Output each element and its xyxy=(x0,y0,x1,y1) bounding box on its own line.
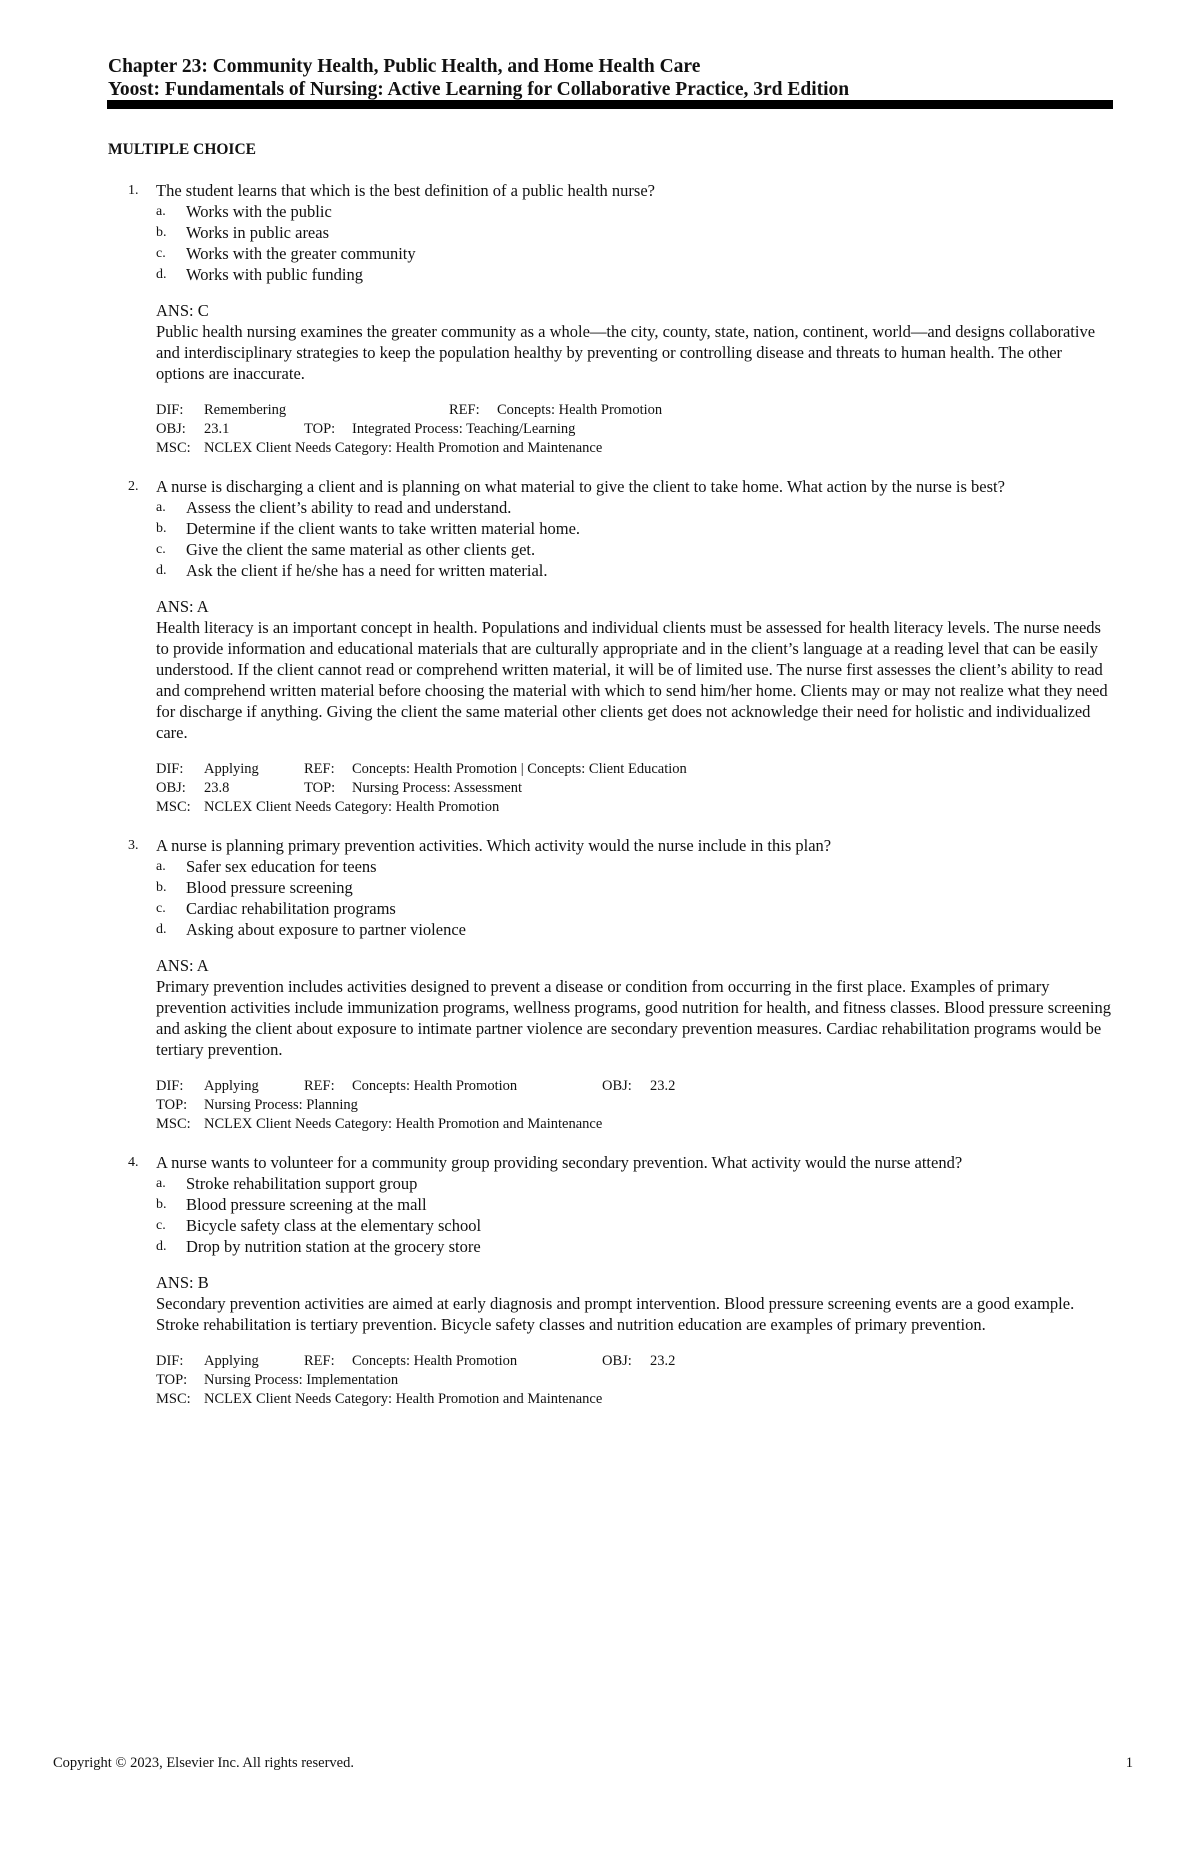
choice-item xyxy=(156,1194,1113,1215)
section-title: MULTIPLE CHOICE xyxy=(108,141,256,158)
choice-item xyxy=(156,1173,1113,1194)
choice-item xyxy=(156,1236,1113,1257)
header-rule xyxy=(107,100,1113,109)
choice-item xyxy=(156,518,1113,539)
metadata-value: Applying xyxy=(204,1353,259,1369)
metadata-key: REF: xyxy=(304,1353,335,1369)
choice-list xyxy=(156,497,1113,581)
question-item xyxy=(108,835,1113,1134)
question-item xyxy=(108,1152,1113,1409)
choice-label: c. xyxy=(156,901,166,916)
metadata-row xyxy=(156,401,1113,420)
metadata-field xyxy=(156,798,804,817)
choice-text: Determine if the client wants to take written material home. xyxy=(186,519,581,538)
question-list xyxy=(108,180,1113,1427)
choice-label: b. xyxy=(156,225,167,240)
page-number: 1 xyxy=(1125,1755,1133,1771)
metadata-value: Nursing Process: Assessment xyxy=(352,780,522,796)
question-metadata xyxy=(156,1352,1113,1409)
choice-list xyxy=(156,856,1113,940)
answer-key: ANS: B xyxy=(156,1273,209,1292)
rationale-text: Secondary prevention activities are aimed at early diagnosis and prompt intervention. Blood pressure screening events are a good example. Stroke rehabilitation is tertiary prevention. Bicycle safety classes and nutrition education are examples of primary prevention. xyxy=(156,1294,1075,1334)
answer-key: ANS: A xyxy=(156,956,209,975)
metadata-field xyxy=(156,420,304,439)
choice-text: Assess the client’s ability to read and understand. xyxy=(186,498,512,517)
metadata-value: Applying xyxy=(204,761,259,777)
metadata-field xyxy=(304,420,752,439)
metadata-row xyxy=(156,1371,1113,1390)
question-metadata xyxy=(156,401,1113,458)
metadata-value: Nursing Process: Implementation xyxy=(204,1372,399,1388)
metadata-row xyxy=(156,1390,1113,1409)
choice-label: d. xyxy=(156,922,167,937)
choice-label: a. xyxy=(156,1176,166,1191)
question-stem: The student learns that which is the best definition of a public health nurse? xyxy=(156,181,655,200)
question-number: 4. xyxy=(128,1155,139,1170)
choice-item xyxy=(156,1215,1113,1236)
metadata-field xyxy=(156,1371,704,1390)
choice-text: Stroke rehabilitation support group xyxy=(186,1174,418,1193)
metadata-row xyxy=(156,439,1113,458)
choice-text: Ask the client if he/she has a need for written material. xyxy=(186,561,548,580)
metadata-value: 23.8 xyxy=(204,780,230,796)
metadata-value: 23.2 xyxy=(650,1078,676,1094)
metadata-key: DIF: xyxy=(156,761,184,777)
metadata-key: OBJ: xyxy=(156,421,186,437)
metadata-key: MSC: xyxy=(156,440,191,456)
metadata-row xyxy=(156,420,1113,439)
metadata-row xyxy=(156,798,1113,817)
choice-label: b. xyxy=(156,521,167,536)
choice-label: c. xyxy=(156,542,166,557)
page-footer xyxy=(53,1755,1133,1772)
rationale-text: Primary prevention includes activities designed to prevent a disease or condition from occurring in the first place. Examples of primary prevention activities include immunization programs, wellness programs, good nutrition for health, and fitness classes. Blood pressure screening and asking the client about exposure to intimate partner violence are secondary prevention measures. Cardiac rehabilitation programs would be tertiary prevention. xyxy=(156,977,1111,1059)
choice-item xyxy=(156,243,1113,264)
metadata-key: TOP: xyxy=(304,780,336,796)
metadata-key: TOP: xyxy=(304,421,336,437)
choice-text: Drop by nutrition station at the grocery store xyxy=(186,1237,481,1256)
metadata-key: TOP: xyxy=(156,1372,188,1388)
metadata-row xyxy=(156,1115,1113,1134)
metadata-field xyxy=(156,760,304,779)
choice-item xyxy=(156,560,1113,581)
question-number: 1. xyxy=(128,183,139,198)
metadata-key: REF: xyxy=(449,402,480,418)
choice-label: a. xyxy=(156,204,166,219)
choice-text: Blood pressure screening at the mall xyxy=(186,1195,427,1214)
rationale-text: Public health nursing examines the greater community as a whole—the city, county, state, nation, continent, world—and designs collaborative and interdisciplinary strategies to keep the population healthy by preventing or controlling disease and threats to human health. The other options are inaccurate. xyxy=(156,322,1096,383)
choice-text: Cardiac rehabilitation programs xyxy=(186,899,396,918)
metadata-value: Concepts: Health Promotion xyxy=(352,1353,518,1369)
choice-item xyxy=(156,898,1113,919)
metadata-value: Integrated Process: Teaching/Learning xyxy=(352,421,576,437)
metadata-value: NCLEX Client Needs Category: Health Promotion and Maintenance xyxy=(204,1391,603,1407)
metadata-row xyxy=(156,779,1113,798)
copyright-notice: Copyright © 2023, Elsevier Inc. All rights reserved. xyxy=(53,1755,354,1771)
metadata-field xyxy=(304,760,852,779)
metadata-key: TOP: xyxy=(156,1097,188,1113)
page-header xyxy=(108,55,1113,101)
choice-label: b. xyxy=(156,1197,167,1212)
metadata-row xyxy=(156,1352,1113,1371)
question-stem: A nurse wants to volunteer for a community group providing secondary prevention. What activity would the nurse attend? xyxy=(156,1153,963,1172)
metadata-key: REF: xyxy=(304,761,335,777)
metadata-field xyxy=(156,1352,304,1371)
metadata-value: 23.1 xyxy=(204,421,230,437)
metadata-key: OBJ: xyxy=(602,1353,632,1369)
choice-item xyxy=(156,264,1113,285)
choice-text: Bicycle safety class at the elementary school xyxy=(186,1216,482,1235)
metadata-field xyxy=(304,1352,602,1371)
metadata-field xyxy=(602,1077,750,1096)
metadata-key: DIF: xyxy=(156,1078,184,1094)
choice-text: Works with the greater community xyxy=(186,244,416,263)
choice-label: d. xyxy=(156,267,167,282)
metadata-key: MSC: xyxy=(156,1116,191,1132)
metadata-field xyxy=(304,779,752,798)
choice-label: c. xyxy=(156,246,166,261)
metadata-field xyxy=(449,401,797,420)
question-item xyxy=(108,476,1113,817)
choice-item xyxy=(156,877,1113,898)
choice-label: b. xyxy=(156,880,167,895)
question-metadata xyxy=(156,1077,1113,1134)
metadata-key: MSC: xyxy=(156,1391,191,1407)
choice-item xyxy=(156,222,1113,243)
choice-label: d. xyxy=(156,563,167,578)
metadata-field xyxy=(156,439,804,458)
metadata-key: DIF: xyxy=(156,1353,184,1369)
metadata-key: OBJ: xyxy=(602,1078,632,1094)
choice-label: c. xyxy=(156,1218,166,1233)
answer-key: ANS: C xyxy=(156,301,209,320)
metadata-value: 23.2 xyxy=(650,1353,676,1369)
metadata-value: NCLEX Client Needs Category: Health Promotion and Maintenance xyxy=(204,440,603,456)
metadata-value: Remembering xyxy=(204,402,287,418)
metadata-field xyxy=(304,1077,602,1096)
choice-label: a. xyxy=(156,500,166,515)
chapter-title: Chapter 23: Community Health, Public Health, and Home Health Care xyxy=(108,56,701,77)
choice-item xyxy=(156,856,1113,877)
choice-text: Give the client the same material as other clients get. xyxy=(186,540,536,559)
choice-item xyxy=(156,919,1113,940)
book-title: Yoost: Fundamentals of Nursing: Active Learning for Collaborative Practice, 3rd Edition xyxy=(108,79,850,100)
metadata-value: Concepts: Health Promotion xyxy=(497,402,663,418)
metadata-row xyxy=(156,1096,1113,1115)
question-item xyxy=(108,180,1113,458)
metadata-field xyxy=(602,1352,750,1371)
metadata-value: Concepts: Health Promotion | Concepts: Client Education xyxy=(352,761,687,777)
choice-label: d. xyxy=(156,1239,167,1254)
metadata-row xyxy=(156,760,1113,779)
choice-list xyxy=(156,1173,1113,1257)
question-stem: A nurse is discharging a client and is planning on what material to give the client to take home. What action by the nurse is best? xyxy=(156,477,1005,496)
metadata-key: DIF: xyxy=(156,402,184,418)
choice-text: Works in public areas xyxy=(186,223,330,242)
metadata-value: NCLEX Client Needs Category: Health Promotion xyxy=(204,799,500,815)
choice-text: Safer sex education for teens xyxy=(186,857,377,876)
metadata-value: Concepts: Health Promotion xyxy=(352,1078,518,1094)
choice-item xyxy=(156,497,1113,518)
choice-list xyxy=(156,201,1113,285)
choice-item xyxy=(156,201,1113,222)
question-stem: A nurse is planning primary prevention activities. Which activity would the nurse include in this plan? xyxy=(156,836,832,855)
choice-item xyxy=(156,539,1113,560)
metadata-value: Applying xyxy=(204,1078,259,1094)
question-number: 2. xyxy=(128,479,139,494)
choice-text: Blood pressure screening xyxy=(186,878,353,897)
choice-text: Asking about exposure to partner violence xyxy=(186,920,466,939)
metadata-row xyxy=(156,1077,1113,1096)
metadata-field xyxy=(156,401,449,420)
metadata-key: MSC: xyxy=(156,799,191,815)
metadata-field xyxy=(156,1077,304,1096)
metadata-field xyxy=(156,779,304,798)
rationale-text: Health literacy is an important concept in health. Populations and individual clients must be assessed for health literacy levels. The nurse needs to provide information and educational materials that are culturally appropriate and in the client’s language at a reading level that can be easily understood. If the client cannot read or comprehend written material, it will be of limited use. The nurse first assesses the client’s ability to read and comprehend written material before choosing the material with which to send him/her home. Clients may or may not realize what they need for discharge if anything. Giving the client the same material other clients get does not acknowledge their need for holistic and individualized care. xyxy=(156,618,1108,742)
choice-text: Works with the public xyxy=(186,202,332,221)
question-number: 3. xyxy=(128,838,139,853)
question-metadata xyxy=(156,760,1113,817)
metadata-value: NCLEX Client Needs Category: Health Promotion and Maintenance xyxy=(204,1116,603,1132)
metadata-field xyxy=(156,1390,804,1409)
answer-key: ANS: A xyxy=(156,597,209,616)
metadata-key: OBJ: xyxy=(156,780,186,796)
choice-label: a. xyxy=(156,859,166,874)
metadata-field xyxy=(156,1115,804,1134)
metadata-field xyxy=(156,1096,704,1115)
metadata-key: REF: xyxy=(304,1078,335,1094)
metadata-value: Nursing Process: Planning xyxy=(204,1097,358,1113)
choice-text: Works with public funding xyxy=(186,265,363,284)
